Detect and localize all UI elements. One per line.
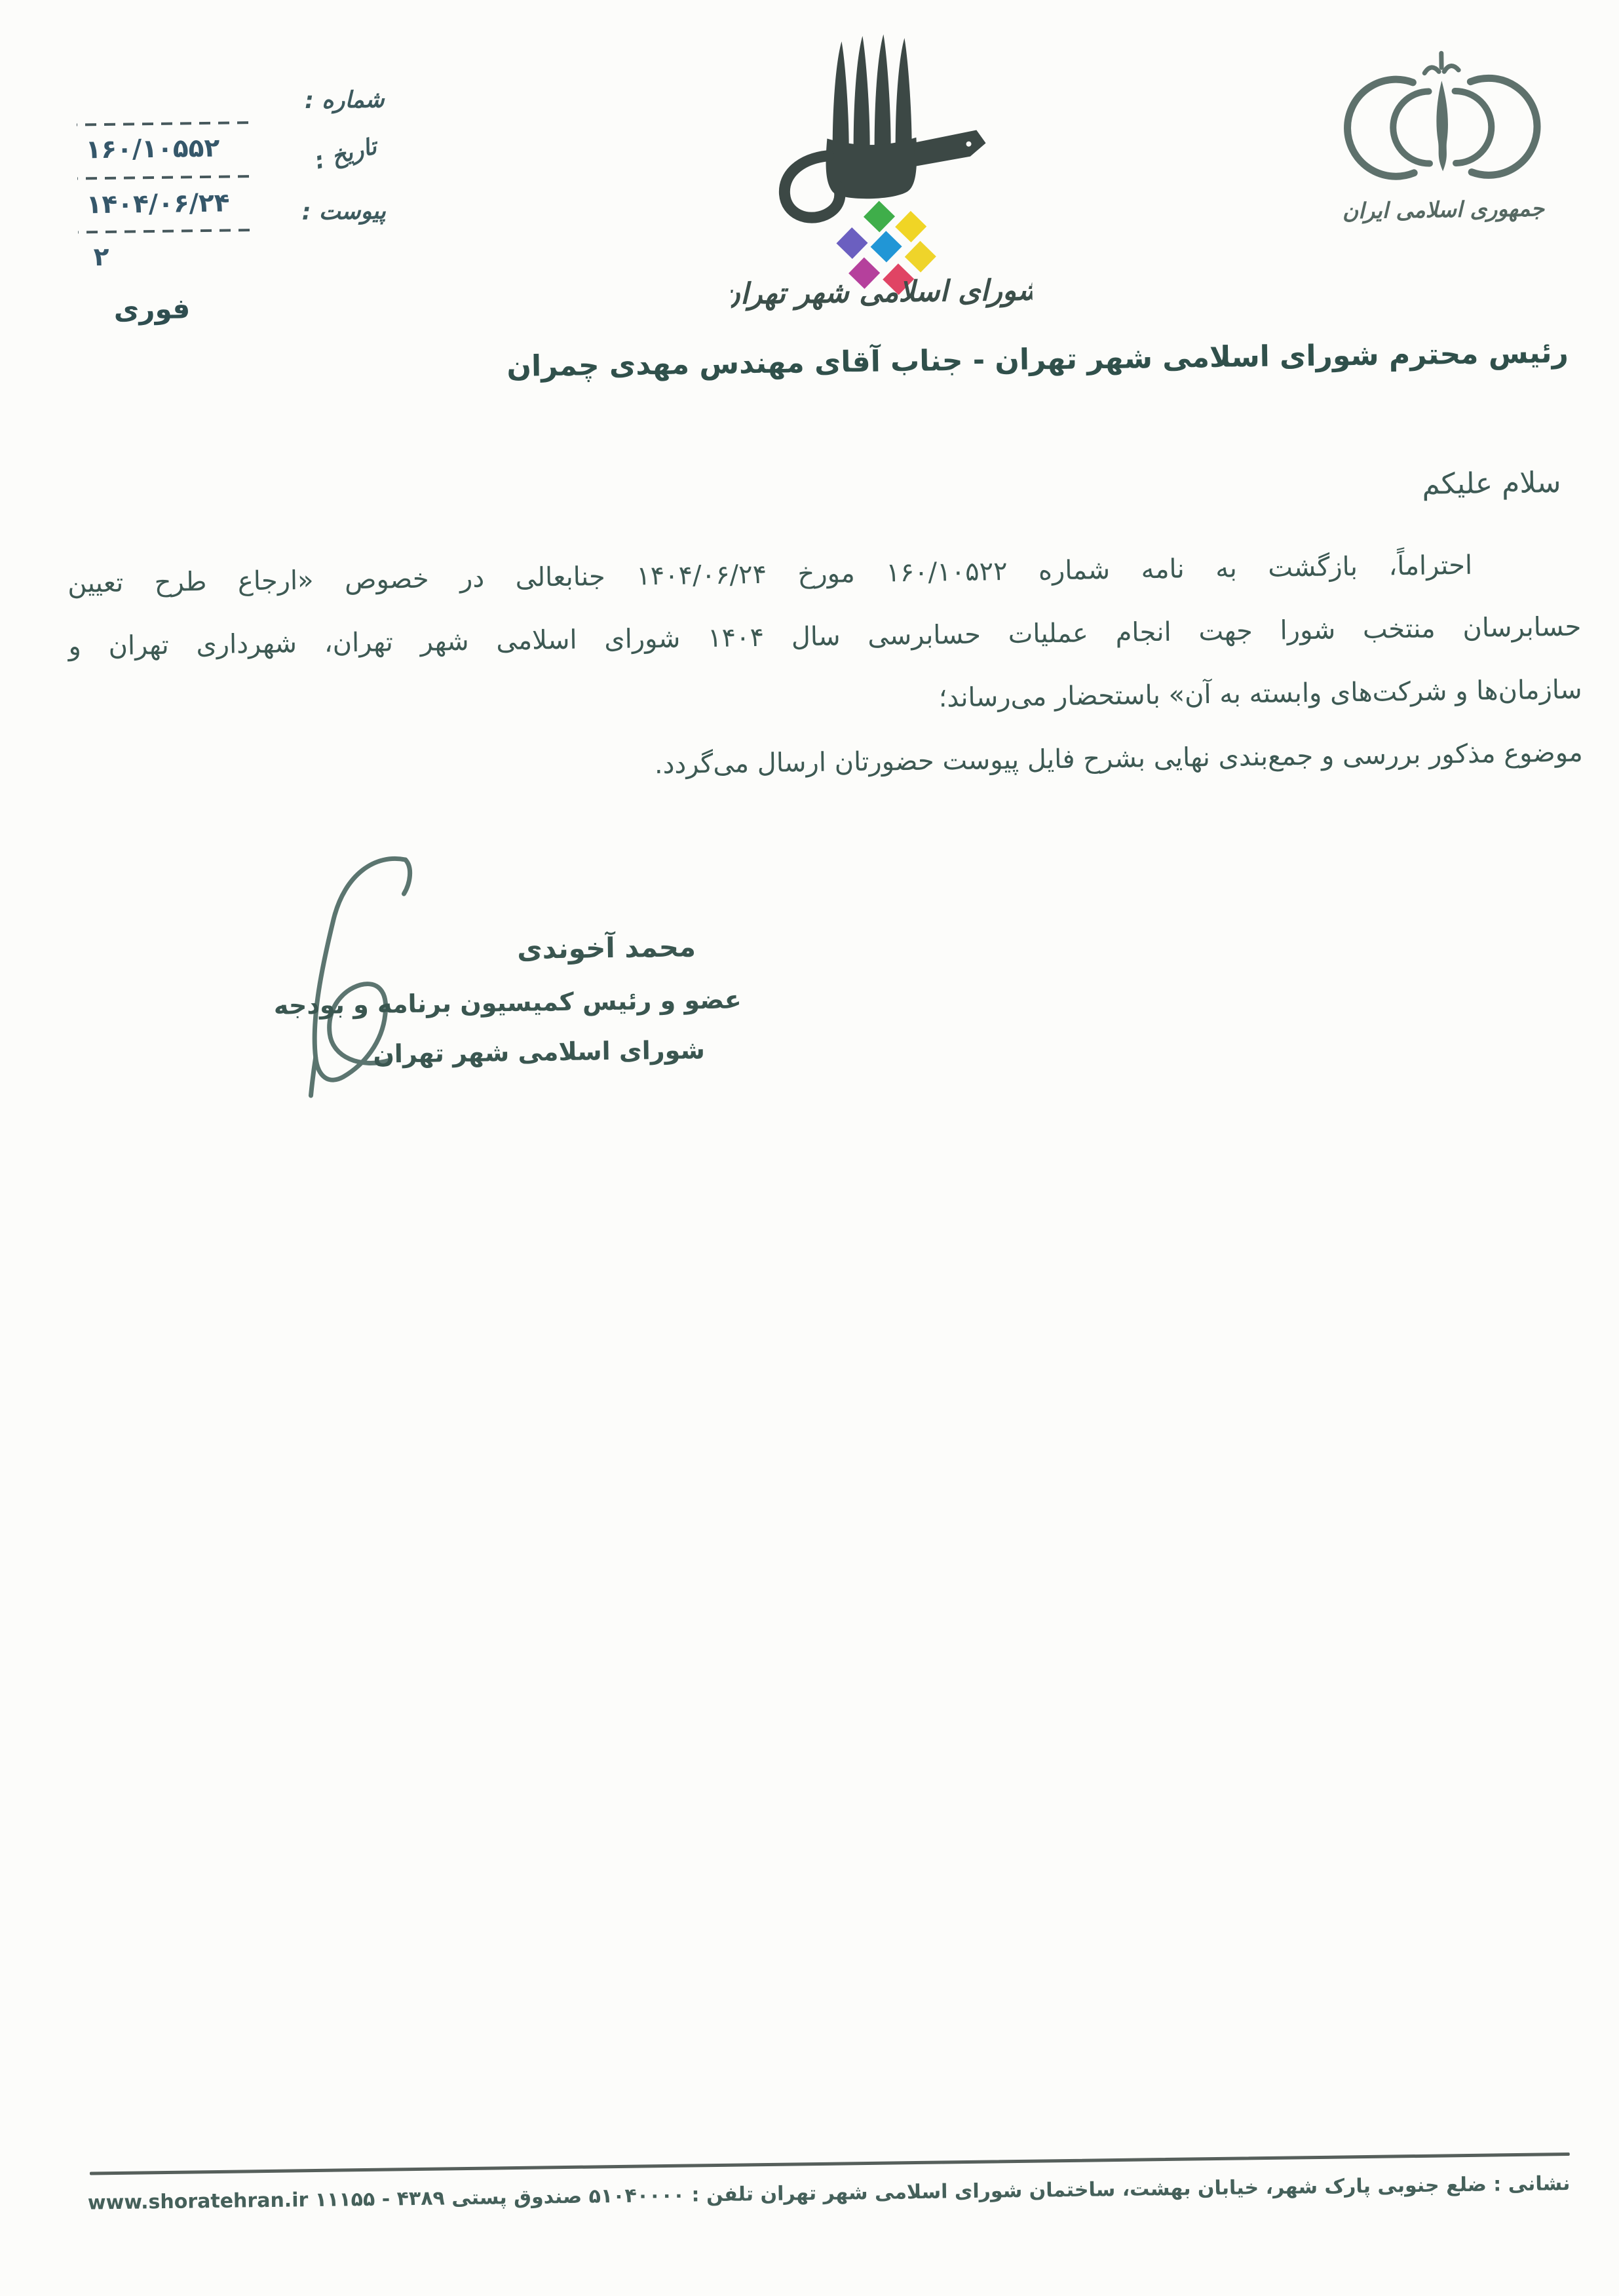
reference-fields-block [73, 83, 387, 349]
body-line: موضوع مذکور بررسی و جمع‌بندی نهایی بشرح فایل پیوست حضورتان ارسال می‌گردد. [654, 737, 1584, 780]
body-line: سازمان‌ها و شرکت‌های وابسته به آن» باستحضار می‌رساند؛ [938, 674, 1582, 714]
signature-name: محمد آخوندی [516, 930, 696, 965]
signature-title-2: شورای اسلامی شهر تهران [373, 1035, 706, 1069]
ref-attachment-value: ۲ [93, 242, 109, 273]
footer-info: نشانی : ضلع جنوبی پارک شهر، خیابان بهشت، ساختمان شورای اسلامی شهر تهران تلفن : ۵۱۰۴۰۰۰۰ صندوق پستی ۴۳۸۹ - ۱۱۱۵۵ www.shoratehran.ir [87, 2172, 1571, 2215]
council-logo [727, 25, 1033, 317]
ref-number-value: ۱۶۰/۱۰۵۵۲ [85, 133, 220, 165]
ref-date-value: ۱۴۰۴/۰۶/۲۴ [86, 188, 230, 220]
national-emblem [1333, 41, 1552, 240]
council-logo-mark-icon [727, 25, 1033, 317]
letter-body [67, 533, 1584, 804]
ref-number-label: شماره : [304, 86, 385, 114]
body-line: حسابرسان منتخب شورا جهت انجام عملیات حسابرسی سال ۱۴۰۴ شورای اسلامی شهر تهران، شهرداری تهران و [68, 611, 1582, 662]
council-logo-caption: شورای اسلامی شهر تهران [727, 273, 1033, 311]
salutation: سلام علیکم [1422, 465, 1561, 501]
national-emblem-caption: جمهوری اسلامی ایران [1342, 195, 1545, 224]
ref-attachment-dashed-line [78, 229, 250, 233]
signature-title-1: عضو و رئیس کمیسیون برنامه و بودجه [273, 985, 742, 1020]
ref-date-label: تاریخ : [312, 133, 380, 175]
ref-attachment-label: پیوست : [301, 198, 387, 226]
national-emblem-icon [1333, 41, 1552, 240]
ref-number-dashed-line [77, 121, 248, 126]
urgency-label: فوری [113, 292, 191, 326]
ref-date-dashed-line [77, 175, 249, 180]
addressee-line: رئیس محترم شورای اسلامی شهر تهران - جناب آقای مهندس مهدی چمران [506, 335, 1569, 383]
footer-divider [90, 2152, 1570, 2175]
body-line: احتراماً، بازگشت به نامه شماره ۱۶۰/۱۰۵۲۲ مورخ ۱۴۰۴/۰۶/۲۴ جنابعالی در خصوص «ارجاع طرح تعیین [67, 550, 1473, 599]
